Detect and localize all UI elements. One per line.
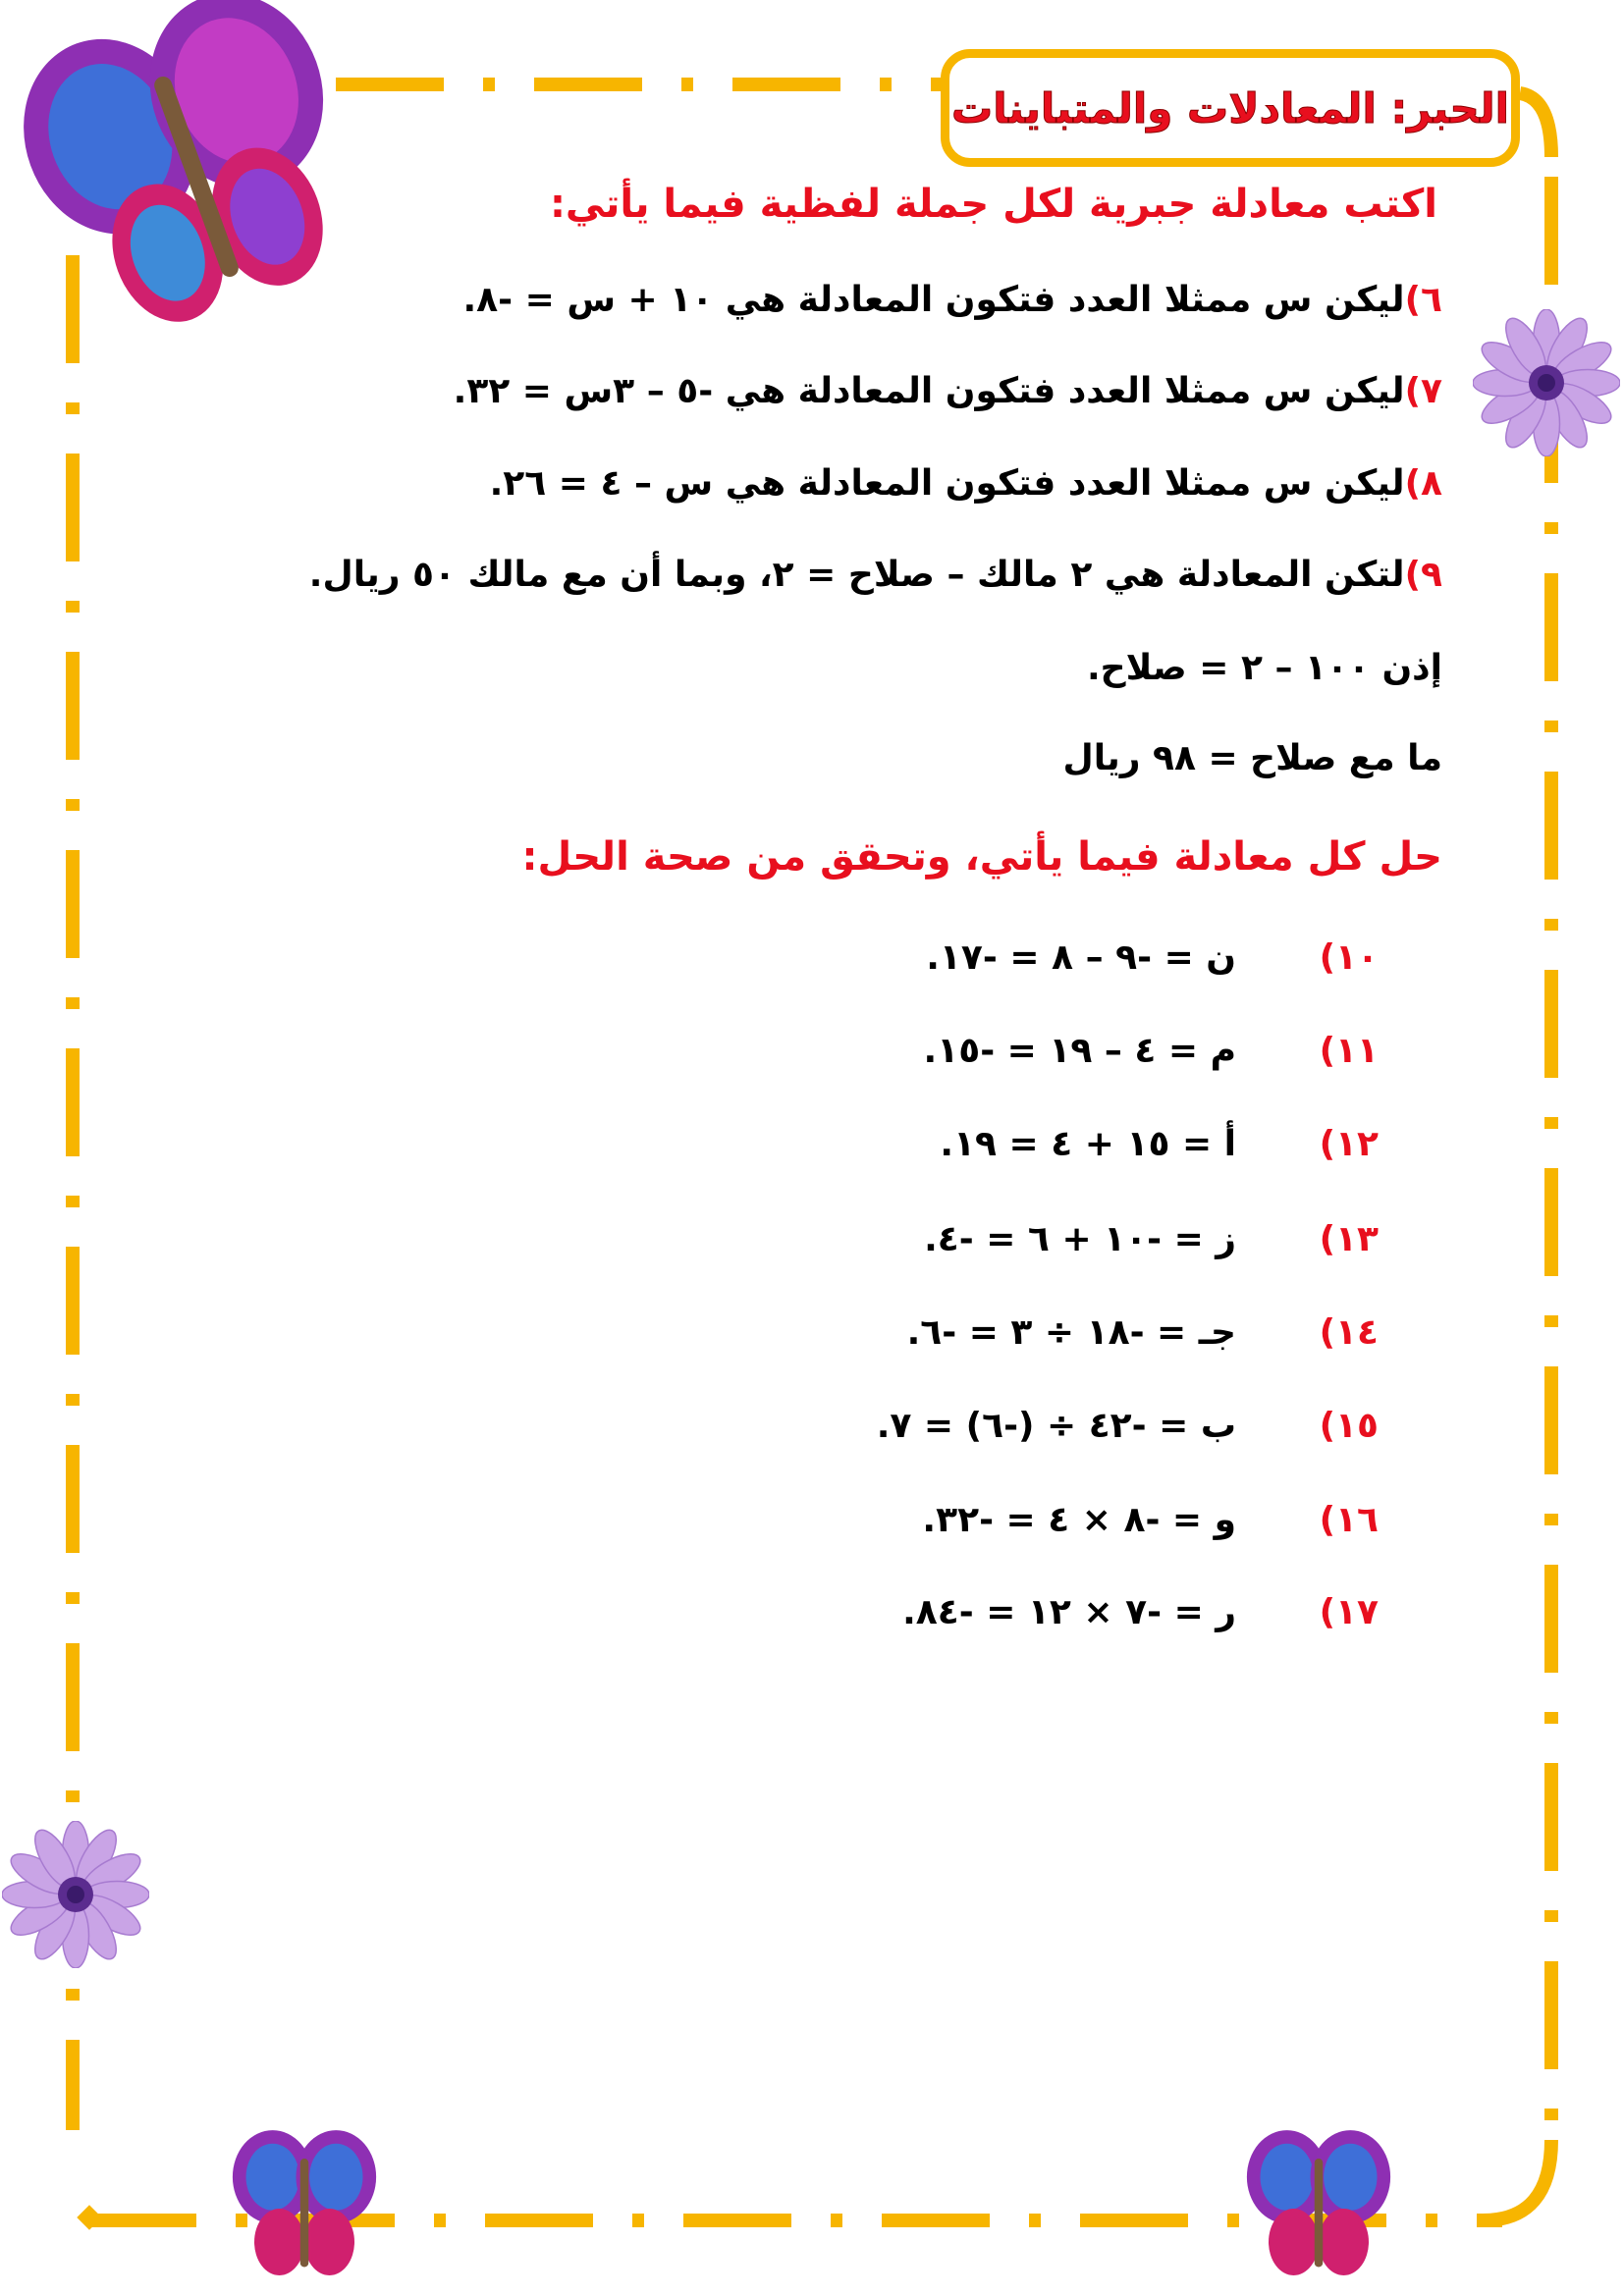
item-text: ليكن س ممثلا العدد فتكون المعادلة هي -٥ – ٣س = ٣٢.: [453, 371, 1405, 411]
solution-number: ١٤): [1319, 1312, 1379, 1353]
item-6: [462, 280, 1442, 320]
item-9: [309, 555, 1442, 595]
flower-icon: [2, 1821, 149, 1968]
solution-equation: و = -٨ × ٤ = -٣٢.: [922, 1500, 1236, 1540]
item-number: ٦): [1404, 280, 1442, 320]
solution-number: ١٥): [1319, 1406, 1379, 1446]
solution-equation: جـ = -١٨ ÷ ٣ = -٦.: [906, 1312, 1236, 1353]
section1-heading: اكتب معادلة جبرية لكل جملة لفظية فيما يأتي:: [549, 182, 1437, 227]
result-line: ما مع صلاح = ٩٨ ريال: [1062, 738, 1442, 778]
flower-icon: [1473, 309, 1620, 456]
solution-equation: ب = -٤٢ ÷ (-٦) = ٧.: [876, 1406, 1236, 1446]
solution-number: ١٧): [1319, 1592, 1379, 1632]
butterfly-icon: [20, 0, 373, 353]
item-8: [490, 463, 1442, 504]
item-number: ٨): [1404, 463, 1442, 504]
item-text: لتكن المعادلة هي ٢ مالك – صلاح = ٢، وبما أن مع مالك ٥٠ ريال.: [308, 555, 1405, 595]
then-line: إذن ١٠٠ – ٢ = صلاح.: [1086, 648, 1442, 688]
solution-equation: أ = ١٥ + ٤ = ١٩.: [940, 1124, 1236, 1164]
solution-number: ١٢): [1319, 1124, 1379, 1164]
item-number: ٧): [1404, 371, 1442, 411]
butterfly-icon: [1235, 2125, 1402, 2292]
solution-number: ١٣): [1319, 1219, 1379, 1259]
item-7: [454, 371, 1442, 411]
page-title: الحبر: المعادلات والمتباينات: [951, 83, 1509, 133]
solution-number: ١٠): [1319, 937, 1379, 978]
item-text: ليكن س ممثلا العدد فتكون المعادلة هي ١٠ + س = -٨.: [462, 280, 1405, 320]
section2-heading: حل كل معادلة فيما يأتي، وتحقق من صحة الحل:: [521, 834, 1442, 880]
title-box: [941, 49, 1520, 167]
solution-equation: ر = -٧ × ١٢ = -٨٤.: [902, 1592, 1236, 1632]
item-text: ليكن س ممثلا العدد فتكون المعادلة هي س – ٤ = ٢٦.: [489, 463, 1405, 504]
solution-number: ١٦): [1319, 1500, 1379, 1540]
solution-number: ١١): [1319, 1031, 1379, 1071]
solution-equation: م = ٤ – ١٩ = -١٥.: [923, 1031, 1236, 1071]
item-number: ٩): [1404, 555, 1442, 595]
solution-equation: ز = -١٠ + ٦ = -٤.: [924, 1219, 1236, 1259]
butterfly-icon: [221, 2125, 388, 2292]
solution-equation: ن = -٩ – ٨ = -١٧.: [926, 937, 1236, 978]
